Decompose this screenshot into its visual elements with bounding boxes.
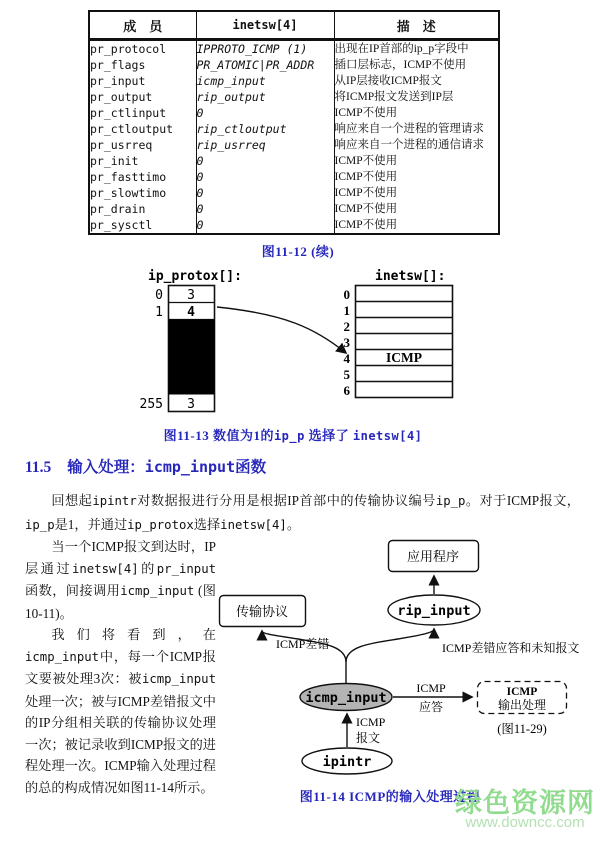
table-row (89, 40, 499, 58)
text-run: 的 (138, 560, 157, 576)
paragraph-icmp-arrival (25, 536, 216, 624)
cell-member: pr_usrreq (90, 138, 153, 152)
cell-desc: 出现在IP首部的ip_p字段中 (334, 40, 499, 58)
section-title-code: icmp_input (144, 458, 236, 476)
text-run: 选择 (193, 517, 221, 532)
cell-value: 0 (196, 217, 334, 234)
ipintr-label: ipintr (322, 754, 372, 770)
icmp-reply-label-line1: ICMP (416, 681, 446, 695)
cell-desc: 响应来自一个进程的通信请求 (334, 137, 499, 153)
figure-11-29-reference: (图11-29) (497, 722, 547, 736)
code-run: ip_p (25, 518, 55, 532)
table-row (89, 153, 499, 169)
paragraph-three-passes (25, 624, 216, 798)
cell-member: pr_init (90, 154, 139, 168)
cell-member: pr_ctlinput (90, 106, 167, 120)
cell-value: rip_output (196, 89, 334, 105)
cell-desc: ICMP不使用 (334, 185, 499, 201)
figure-11-14-diagram (210, 536, 602, 784)
error-reply-unknown-label: ICMP差错应答和未知报文 (442, 641, 580, 655)
table-row (89, 121, 499, 137)
col-header-inetsw4: inetsw[4] (196, 11, 334, 40)
intro-paragraph (25, 489, 580, 537)
inetsw-index-5: 5 (343, 367, 350, 382)
section-number: 11.5 (25, 459, 52, 476)
section-title-suffix: 函数 (235, 459, 267, 476)
table-row (89, 185, 499, 201)
protosw-table-header (89, 11, 499, 40)
cell-member: pr_ctloutput (90, 122, 174, 136)
cell-desc: 从IP层接收ICMP报文 (334, 73, 499, 89)
icmp-reply-label-line2: 应答 (418, 700, 444, 714)
array-filled-region (169, 320, 215, 395)
array-index-1: 1 (155, 305, 163, 320)
table-row (89, 105, 499, 121)
caption-code: inetsw[4] (352, 429, 423, 443)
inetsw-index-0: 0 (343, 287, 350, 302)
cell-member: pr_drain (90, 202, 146, 216)
inetsw-array-box (356, 286, 453, 398)
section-title: 输入处理： (67, 459, 145, 476)
figure-11-13-caption (0, 425, 586, 444)
cell-value: 0 (196, 169, 334, 185)
watermark-site-url: www.downcc.com (465, 814, 585, 831)
watermark-site-name: 绿色资源网 (455, 788, 595, 818)
table-row (89, 169, 499, 185)
code-run: ip_p (435, 494, 466, 508)
code-run: icmp_input (120, 584, 195, 598)
figure-11-13-diagram (130, 262, 470, 418)
code-run: inetsw[4] (220, 518, 287, 532)
cell-value: 0 (196, 185, 334, 201)
array-index-0: 0 (155, 288, 163, 303)
protosw-table (88, 10, 500, 235)
table-row (89, 89, 499, 105)
ip-protox-array-label: ip_protox[]: (148, 269, 242, 284)
text-run: 是1，并通过 (54, 517, 128, 532)
rip-input-label: rip_input (397, 603, 471, 619)
code-run: ip_protox (127, 518, 194, 532)
figure-11-12-caption: 图11-12 (续) (261, 244, 335, 259)
cell-desc: ICMP不使用 (334, 105, 499, 121)
cell-member: pr_input (90, 74, 146, 88)
cell-desc: 响应来自一个进程的管理请求 (334, 121, 499, 137)
pointer-arrow (217, 307, 346, 353)
array-value-255: 3 (187, 397, 195, 412)
cell-desc: 将ICMP报文发送到IP层 (334, 89, 499, 105)
text-run: 我们将看到，在 (51, 627, 216, 642)
figure-11-14-caption: 图11-14 ICMP的输入处理过程 (299, 789, 481, 804)
caption-text: 图11-13 数值为1的 (163, 428, 274, 443)
text-run: 当一个ICMP报文到达时，IP层通过 (25, 539, 216, 576)
table-row (89, 73, 499, 89)
cell-desc: ICMP不使用 (334, 169, 499, 185)
cell-member: pr_flags (90, 58, 146, 72)
array-value-1: 4 (187, 305, 195, 320)
code-run: pr_input (156, 561, 217, 576)
icmp-cell-label: ICMP (386, 350, 422, 365)
text-run: 处理一次；被与ICMP差错报文中的IP分组相关联的传输协议处理一次；被记录收到ICMP报文的进程处理一次。ICMP输入处理过程的总的构成情况如图11-14所示。 (25, 693, 216, 795)
col-header-desc: 描 述 (334, 11, 499, 40)
caption-text: 选择了 (304, 428, 353, 443)
icmp-output-box-line1: ICMP (506, 686, 538, 698)
cell-value: 0 (196, 153, 334, 169)
text-run: 对数据报进行分用是根据IP首部中的传输协议编号 (136, 493, 436, 508)
icmp-message-label-line2: 报文 (356, 731, 381, 745)
array-index-255: 255 (139, 397, 163, 412)
cell-value: icmp_input (196, 73, 334, 89)
text-run: 中，每一个ICMP报文要被处理3次：被 (25, 648, 216, 686)
application-box-label: 应用程序 (406, 549, 460, 564)
cell-desc: ICMP不使用 (334, 153, 499, 169)
cell-member: pr_output (90, 90, 153, 104)
table-row (89, 201, 499, 217)
inetsw-index-4: 4 (343, 351, 350, 366)
table-row (89, 137, 499, 153)
code-run: icmp_input (25, 649, 100, 664)
table-row (89, 217, 499, 234)
icmp-error-label: ICMP差错 (276, 637, 330, 651)
inetsw-index-3: 3 (343, 335, 350, 350)
inetsw-index-2: 2 (343, 319, 350, 334)
text-run: (图10-11)。 (25, 583, 216, 621)
cell-value: IPPROTO_ICMP (1) (196, 40, 334, 58)
transport-protocol-box-label: 传输协议 (235, 604, 289, 619)
icmp-input-label: icmp_input (305, 690, 387, 706)
cell-value: 0 (196, 105, 334, 121)
icmp-output-box-line2: 输出处理 (497, 698, 547, 712)
cell-desc: 插口层标志，ICMP不使用 (334, 57, 499, 73)
array-value-0: 3 (187, 288, 195, 303)
text-run: 。对于ICMP报文， (465, 493, 580, 508)
col-header-member: 成 员 (89, 11, 196, 40)
cell-value: PR_ATOMIC|PR_ADDR (196, 57, 334, 73)
cell-member: pr_slowtimo (90, 186, 167, 200)
table-row (89, 57, 499, 73)
code-run: icmp_input (141, 672, 216, 686)
cell-member: pr_protocol (90, 42, 167, 56)
cell-value: rip_ctloutput (196, 121, 334, 137)
cell-desc: ICMP不使用 (334, 201, 499, 217)
error-reply-arrow (346, 629, 434, 662)
cell-member: pr_sysctl (90, 218, 153, 232)
icmp-message-label-line1: ICMP (356, 715, 386, 729)
text-run: 函数，间接调用 (25, 583, 121, 598)
inetsw-index-6: 6 (343, 383, 350, 398)
caption-code: ip_p (273, 429, 305, 443)
cell-value: rip_usrreq (196, 137, 334, 153)
inetsw-array-label: inetsw[]: (375, 269, 446, 284)
code-run: ipintr (92, 494, 137, 508)
left-text-column (25, 536, 216, 798)
cell-desc: ICMP不使用 (334, 217, 499, 234)
inetsw-index-1: 1 (343, 303, 350, 318)
section-heading (25, 455, 266, 477)
text-run: 。 (286, 517, 300, 532)
code-run: inetsw[4] (72, 561, 139, 576)
text-run: 回想起 (51, 493, 93, 508)
cell-member: pr_fasttimo (90, 170, 167, 184)
cell-value: 0 (196, 201, 334, 217)
